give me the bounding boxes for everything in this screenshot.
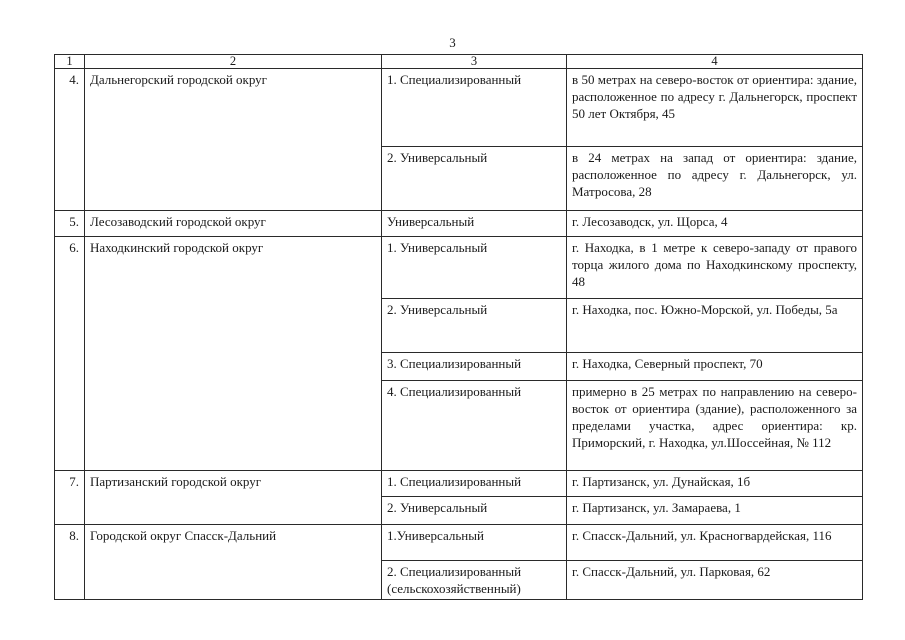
market-location: г. Спасск-Дальний, ул. Красногвардейская, 116 xyxy=(567,525,863,561)
row-number: 5. xyxy=(55,211,85,237)
column-header-1: 1 xyxy=(55,55,85,69)
page-number: 3 xyxy=(449,35,456,50)
column-header-4: 4 xyxy=(567,55,863,69)
market-location: г. Находка, в 1 метре к северо-западу от правого торца жилого дома по Находкинскому проспекту, 48 xyxy=(567,237,863,299)
table-row xyxy=(55,211,863,237)
market-type: 2. Универсальный xyxy=(382,299,567,353)
market-type: 2. Специализированный (сельскохозяйственный) xyxy=(382,561,567,600)
market-type: 1. Специализированный xyxy=(382,69,567,147)
market-location: г. Находка, пос. Южно-Морской, ул. Победы, 5а xyxy=(567,299,863,353)
market-type: 2. Универсальный xyxy=(382,147,567,211)
markets-table xyxy=(54,54,863,600)
market-type: 1. Специализированный xyxy=(382,471,567,497)
market-location: г. Лесозаводск, ул. Щорса, 4 xyxy=(567,211,863,237)
header-row xyxy=(55,55,863,69)
market-location: примерно в 25 метрах по направлению на северо-восток от ориентира (здание), расположенного за пределами участка, адрес ориентира: кр. Приморский, г. Находка, ул.Шоссейная, № 112 xyxy=(567,381,863,471)
market-type: 1. Универсальный xyxy=(382,237,567,299)
row-number: 7. xyxy=(55,471,85,525)
market-location: г. Партизанск, ул. Замараева, 1 xyxy=(567,497,863,525)
district-name: Дальнегорский городской округ xyxy=(85,69,382,211)
market-type: Универсальный xyxy=(382,211,567,237)
column-header-3: 3 xyxy=(382,55,567,69)
district-name: Лесозаводский городской округ xyxy=(85,211,382,237)
table-row xyxy=(55,69,863,147)
market-location: г. Партизанск, ул. Дунайская, 1б xyxy=(567,471,863,497)
district-name: Партизанский городской округ xyxy=(85,471,382,525)
row-number: 6. xyxy=(55,237,85,471)
table-row xyxy=(55,525,863,561)
row-number: 4. xyxy=(55,69,85,211)
table-row xyxy=(55,237,863,299)
district-name: Находкинский городской округ xyxy=(85,237,382,471)
table-row xyxy=(55,471,863,497)
market-location: г. Находка, Северный проспект, 70 xyxy=(567,353,863,381)
district-name: Городской округ Спасск-Дальний xyxy=(85,525,382,600)
market-location: в 24 метрах на запад от ориентира: здание, расположенное по адресу г. Дальнегорск, ул. Матросова, 28 xyxy=(567,147,863,211)
market-type: 4. Специализированный xyxy=(382,381,567,471)
market-type: 1.Универсальный xyxy=(382,525,567,561)
market-location: в 50 метрах на северо-восток от ориентира: здание, расположенное по адресу г. Дальнегорск, проспект 50 лет Октября, 45 xyxy=(567,69,863,147)
market-type: 3. Специализированный xyxy=(382,353,567,381)
market-type: 2. Универсальный xyxy=(382,497,567,525)
market-location: г. Спасск-Дальний, ул. Парковая, 62 xyxy=(567,561,863,600)
column-header-2: 2 xyxy=(85,55,382,69)
row-number: 8. xyxy=(55,525,85,600)
